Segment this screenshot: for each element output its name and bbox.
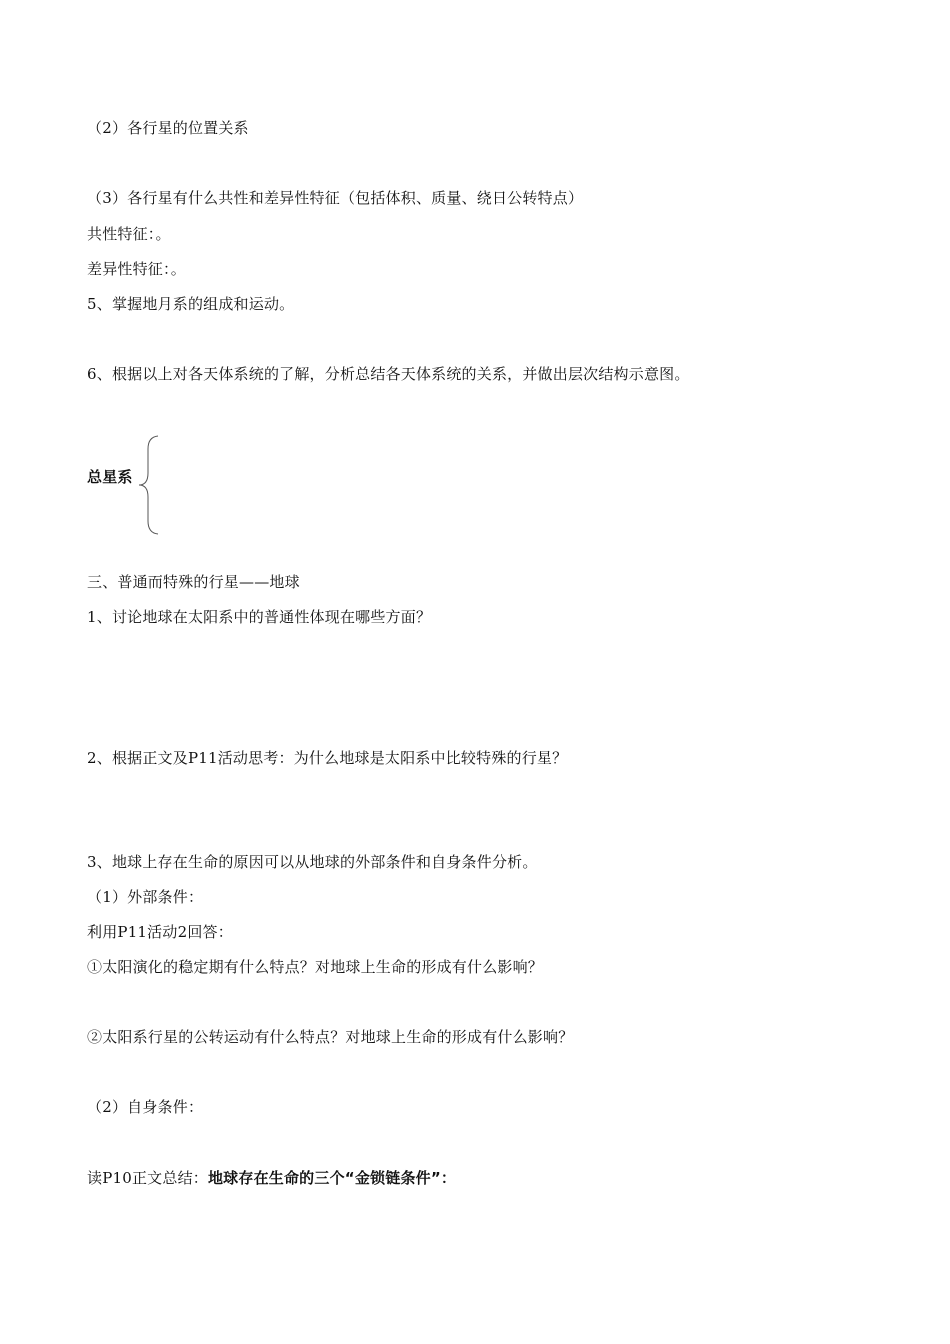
point-hierarchy-diagram: 6、根据以上对各天体系统的了解，分析总结各天体系统的关系，并做出层次结构示意图。 xyxy=(87,365,690,383)
curly-brace-icon xyxy=(136,435,166,535)
common-traits-line: 共性特征：。 xyxy=(87,225,171,243)
diagram-root-label: 总星系 xyxy=(87,468,133,486)
differing-traits-line: 差异性特征：。 xyxy=(87,260,186,278)
item-planet-features: （3）各行星有什么共性和差异性特征（包括体积、质量、绕日公转特点） xyxy=(87,189,584,207)
summary-prefix: 读P10正文总结： xyxy=(87,1169,208,1187)
activity-prompt: 利用P11活动2回答： xyxy=(87,923,233,941)
sub-question-planet-orbits: ②太阳系行星的公转运动有什么特点？对地球上生命的形成有什么影响？ xyxy=(87,1028,574,1046)
sub-question-sun-stability: ①太阳演化的稳定期有什么特点？对地球上生命的形成有什么影响？ xyxy=(87,958,544,976)
internal-conditions-heading: （2）自身条件： xyxy=(87,1098,204,1116)
question-earth-special: 2、根据正文及P11活动思考：为什么地球是太阳系中比较特殊的行星？ xyxy=(87,749,568,767)
section-heading-earth: 三、普通而特殊的行星——地球 xyxy=(87,573,300,591)
external-conditions-heading: （1）外部条件： xyxy=(87,888,204,906)
point-earth-moon-system: 5、掌握地月系的组成和运动。 xyxy=(87,295,295,313)
summary-line xyxy=(87,1168,456,1188)
question-life-conditions: 3、地球上存在生命的原因可以从地球的外部条件和自身条件分析。 xyxy=(87,853,538,871)
question-earth-ordinary: 1、讨论地球在太阳系中的普通性体现在哪些方面？ xyxy=(87,608,432,626)
summary-bold-text: 地球存在生命的三个“金锁链条件”： xyxy=(207,1169,457,1187)
item-planet-positions: （2）各行星的位置关系 xyxy=(87,119,249,137)
